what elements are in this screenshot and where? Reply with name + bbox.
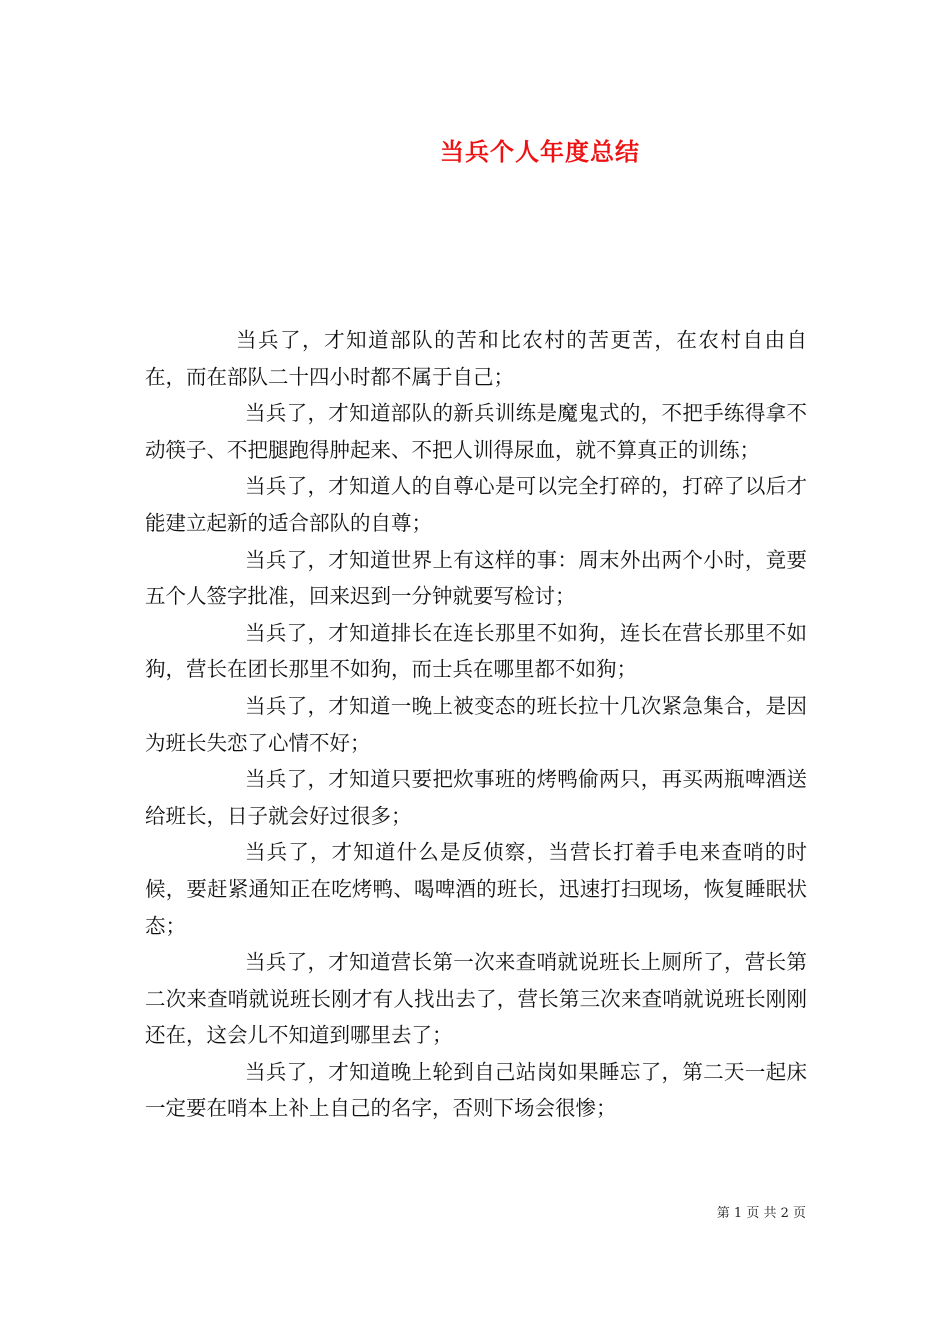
paragraph: 当兵了，才知道部队的苦和比农村的苦更苦，在农村自由自在，而在部队二十四小时都不属于自己； (145, 328, 807, 389)
paragraph: 当兵了，才知道什么是反侦察，当营长打着手电来查哨的时候，要赶紧通知正在吃烤鸭、喝啤酒的班长，迅速打扫现场，恢复睡眠状态； (145, 840, 807, 938)
paragraph: 当兵了，才知道排长在连长那里不如狗，连长在营长那里不如狗，营长在团长那里不如狗，而士兵在哪里都不如狗； (145, 620, 807, 682)
paragraph: 当兵了，才知道世界上有这样的事：周末外出两个小时，竟要五个人签字批准，回来迟到一分钟就要写检讨； (145, 547, 807, 609)
paragraph: 当兵了，才知道晚上轮到自己站岗如果睡忘了，第二天一起床一定要在哨本上补上自己的名字，否则下场会很惨； (145, 1059, 807, 1121)
paragraph: 当兵了，才知道人的自尊心是可以完全打碎的，打碎了以后才能建立起新的适合部队的自尊； (145, 474, 807, 535)
document-body (145, 322, 807, 1127)
paragraph: 当兵了，才知道营长第一次来查哨就说班长上厕所了，营长第二次来查哨就说班长刚才有人找出去了，营长第三次来查哨就说班长刚刚还在，这会儿不知道到哪里去了； (145, 950, 807, 1048)
paragraph: 当兵了，才知道部队的新兵训练是魔鬼式的，不把手练得拿不动筷子、不把腿跑得肿起来、不把人训得尿血，就不算真正的训练； (145, 401, 807, 462)
document-title: 当兵个人年度总结 (440, 137, 640, 166)
paragraph: 当兵了，才知道只要把炊事班的烤鸭偷两只，再买两瓶啤酒送给班长，日子就会好过很多； (145, 767, 807, 828)
page-number-footer: 第 1 页 共 2 页 (716, 1206, 806, 1221)
paragraph: 当兵了，才知道一晚上被变态的班长拉十几次紧急集合，是因为班长失恋了心情不好； (145, 693, 807, 755)
